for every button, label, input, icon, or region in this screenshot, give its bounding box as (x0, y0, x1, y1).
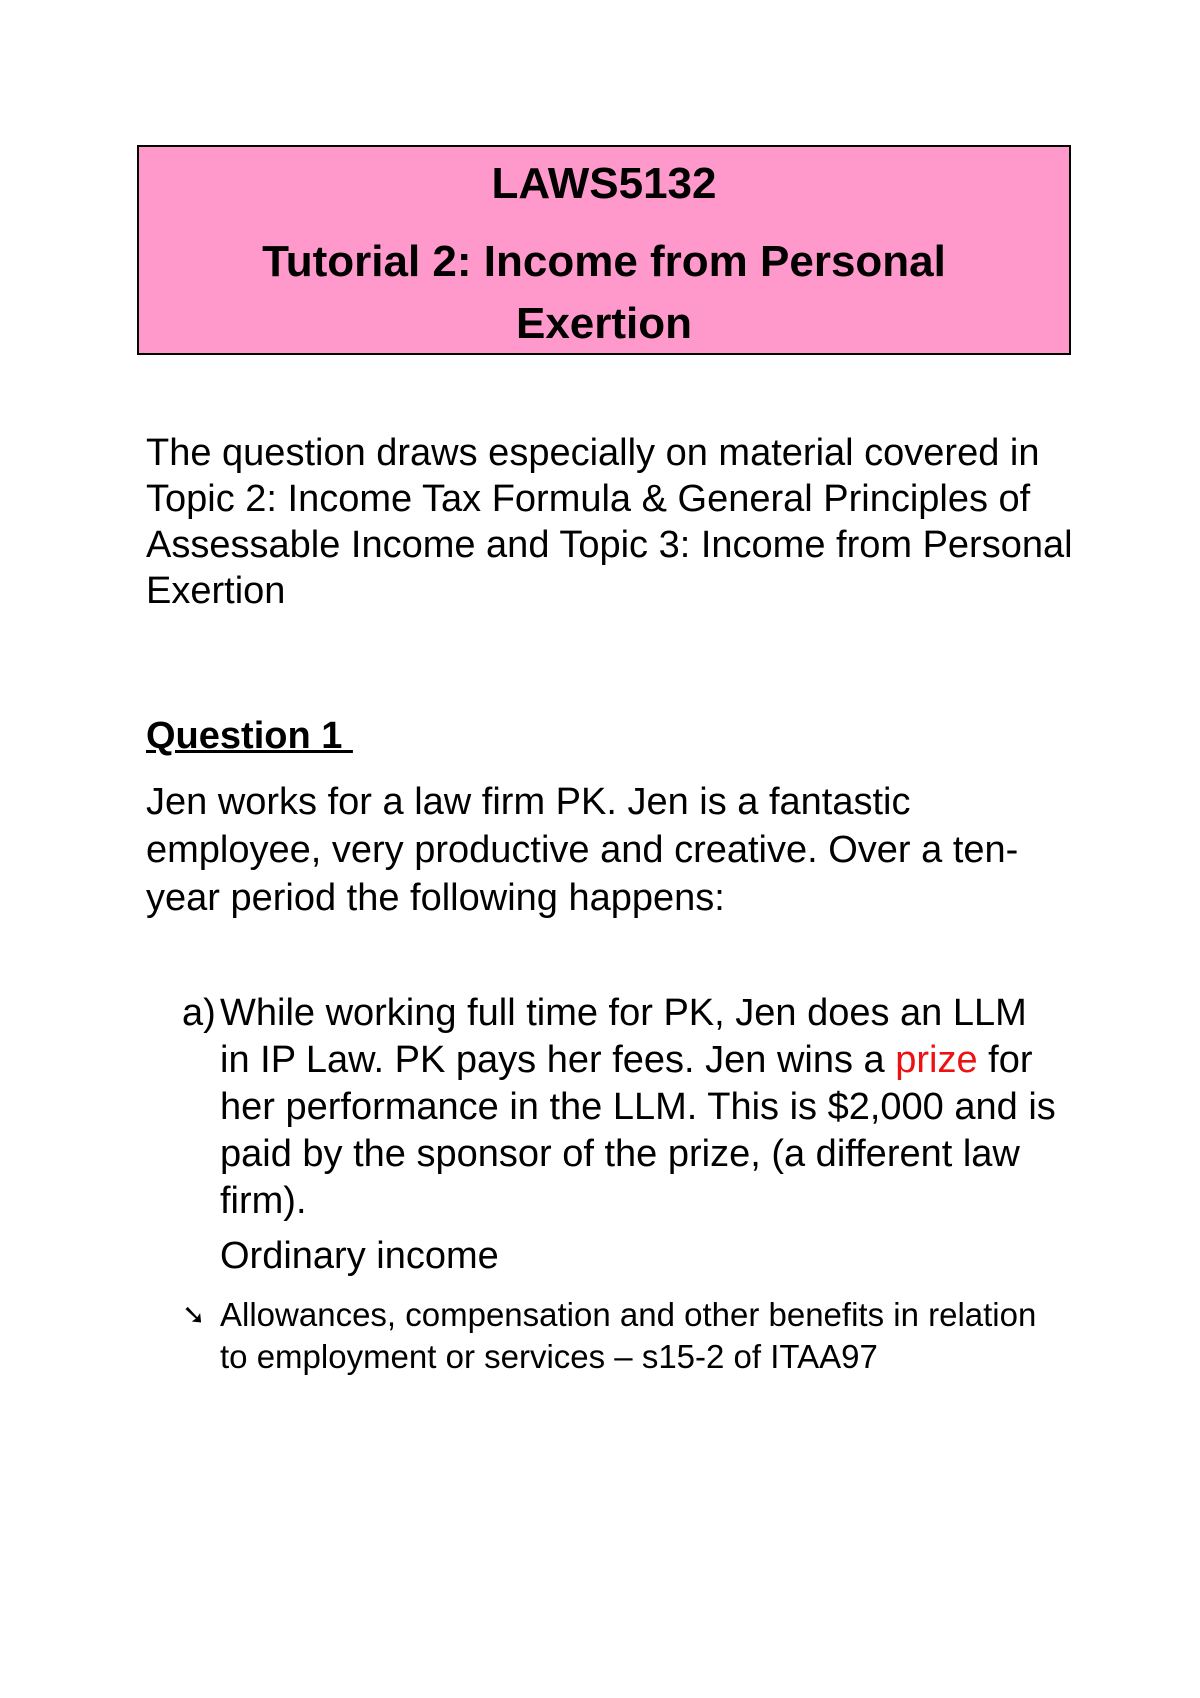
question-heading: Question 1 (146, 715, 353, 757)
highlighted-word: prize (895, 1039, 978, 1081)
part-label: a) (182, 992, 216, 1034)
answer-text: Ordinary income (220, 1235, 499, 1277)
intro-paragraph: The question draws especially on material covered in Topic 2: Income Tax Formula & General Principles of Assessable Income and Topic 3: Income from Personal Exertion (146, 432, 1073, 612)
part-text-after: for her performance in the LLM. This is $2,000 and is paid by the sponsor of the prize, (a different law firm). (220, 1039, 1056, 1222)
title-box (137, 145, 1071, 355)
part-text-before: While working full time for PK, Jen does an LLM in IP Law. PK pays her fees. Jen wins a (220, 992, 1027, 1081)
course-code: LAWS5132 (491, 159, 717, 208)
arrow-down-right-icon: ➘ (182, 1299, 206, 1330)
question-body: Jen works for a law firm PK. Jen is a fantastic employee, very productive and creative. Over a ten-year period the following happens: (146, 781, 1019, 919)
tutorial-title: Tutorial 2: Income from Personal Exertion (262, 237, 946, 348)
part-text (220, 990, 1062, 1225)
question-part-a (182, 990, 1062, 1280)
bullet-point (182, 1294, 1042, 1378)
bullet-text: Allowances, compensation and other benefits in relation to employment or services – s15-2 of ITAA97 (220, 1296, 1037, 1375)
